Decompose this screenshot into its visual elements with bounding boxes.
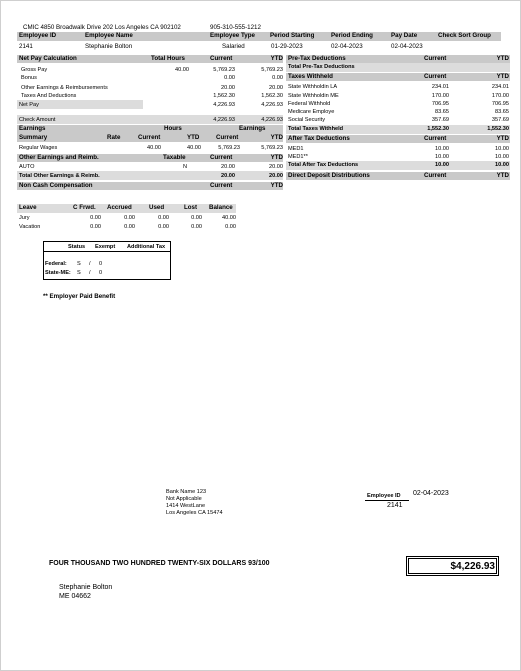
check-amount-current: 4,226.93	[213, 117, 235, 123]
payee-address: ME 04662	[59, 593, 91, 600]
after-tax-total-current: 10.00	[435, 162, 449, 168]
leave-row-cfrwd: 0.00	[90, 224, 101, 230]
taxes-total-label: Total Taxes Withheld	[288, 126, 344, 132]
pretax-col-current: Current	[424, 55, 447, 62]
leave-row-cfrwd: 0.00	[90, 215, 101, 221]
net-pay-row-current: 20.00	[221, 85, 235, 91]
col-period-start: Period Starting	[270, 32, 315, 39]
leave-col-leave: Leave	[19, 204, 37, 211]
status-col-exempt: Exempt	[95, 244, 116, 250]
earnings-col-current2: Current	[216, 134, 239, 141]
earnings-col-current: Current	[138, 134, 161, 141]
earnings-col-rate: Rate	[107, 134, 121, 141]
status-state-sep: /	[89, 270, 91, 276]
bank-line: 1414 WestLane	[166, 503, 206, 509]
check-amount-ytd: 4,226.93	[261, 117, 283, 123]
earnings-row-hours-current: 40.00	[147, 145, 161, 151]
tax-row-label: Federal Withhold	[288, 101, 331, 107]
check-employee-id-underline	[365, 500, 409, 501]
other-earnings-total-ytd: 20.00	[269, 173, 283, 179]
direct-deposit-title: Direct Deposit Distributions	[288, 172, 370, 179]
taxes-title: Taxes Withheld	[288, 73, 333, 80]
net-pay-row-ytd: 1,562.30	[261, 93, 283, 99]
col-pay-date: Pay Date	[391, 32, 418, 39]
net-pay-row-current: 1,562.30	[213, 93, 235, 99]
employee-type: Salaried	[222, 43, 245, 50]
net-pay-row-ytd: 20.00	[269, 85, 283, 91]
earnings-row-hours-ytd: 40.00	[187, 145, 201, 151]
after-tax-row-current: 10.00	[435, 146, 449, 152]
other-earnings-col-taxable: Taxable	[163, 154, 186, 161]
leave-row-used: 0.00	[158, 215, 169, 221]
other-earnings-col-ytd: YTD	[270, 154, 283, 161]
status-col-status: Status	[68, 244, 86, 250]
earnings-row-label: Regular Wages	[19, 145, 58, 151]
tax-row-current: 706.95	[431, 101, 449, 107]
earnings-col-ytd: YTD	[187, 134, 200, 141]
tax-row-ytd: 357.69	[491, 117, 509, 123]
non-cash-title: Non Cash Compensation	[19, 182, 93, 189]
earnings-row-current: 5,769.23	[218, 145, 240, 151]
net-pay-row-label: Gross Pay	[21, 67, 48, 73]
tax-row-label: State Withholdin LA	[288, 84, 338, 90]
tax-row-ytd: 83.65	[495, 109, 509, 115]
status-state-status: S	[77, 270, 81, 276]
net-pay-row-current: 0.00	[224, 75, 235, 81]
taxes-col-ytd: YTD	[496, 73, 509, 80]
leave-col-balance: Balance	[209, 204, 233, 211]
leave-row-lost: 0.00	[191, 215, 202, 221]
net-pay-row-current: 4,226.93	[213, 102, 235, 108]
check-employee-id: 2141	[387, 502, 403, 509]
tax-row-current: 357.69	[431, 117, 449, 123]
status-state-label: State-ME:	[45, 270, 71, 276]
after-tax-total-label: Total After Tax Deductions	[288, 162, 359, 168]
net-pay-row-label: Net Pay	[19, 102, 39, 108]
check-amount-label: Check Amount	[19, 117, 56, 123]
other-earnings-col-current: Current	[210, 154, 233, 161]
taxes-col-current: Current	[424, 73, 447, 80]
check-date: 02-04-2023	[413, 490, 449, 497]
after-tax-col-ytd: YTD	[496, 135, 509, 142]
status-federal-exempt: 0	[99, 261, 103, 267]
net-pay-title: Net Pay Calculation	[19, 55, 77, 62]
pretax-title: Pre-Tax Deductions	[288, 55, 346, 62]
tax-row-current: 83.65	[435, 109, 449, 115]
tax-row-current: 234.01	[431, 84, 449, 90]
net-pay-col-current: Current	[210, 55, 233, 62]
col-employee-id: Employee ID	[19, 32, 57, 39]
status-col-additional: Additional Tax	[127, 244, 166, 250]
after-tax-title: After Tax Deductions	[288, 135, 350, 142]
col-employee-type: Employee Type	[210, 32, 255, 39]
tax-row-ytd: 170.00	[491, 93, 509, 99]
pretax-col-ytd: YTD	[496, 55, 509, 62]
other-earnings-total-current: 20.00	[221, 173, 235, 179]
pay-date: 02-04-2023	[391, 43, 423, 50]
status-federal-sep: /	[89, 261, 91, 267]
taxes-total-current: 1,552.30	[427, 126, 449, 132]
period-start: 01-29-2023	[271, 43, 303, 50]
leave-row-label: Jury	[19, 215, 30, 221]
net-pay-col-hours: Total Hours	[151, 55, 185, 62]
leave-col-used: Used	[149, 204, 165, 211]
other-earnings-row-current: 20.00	[221, 164, 235, 170]
net-pay-row-label: Bonus	[21, 75, 37, 81]
col-employee-name: Employee Name	[85, 32, 133, 39]
taxes-total-ytd: 1,552.30	[487, 126, 509, 132]
leave-col-cfrwd: C Frwd.	[73, 204, 96, 211]
tax-row-ytd: 234.01	[491, 84, 509, 90]
employer-paid-footnote: ** Employer Paid Benefit	[43, 293, 116, 300]
leave-col-lost: Lost	[184, 204, 198, 211]
payee-name: Stephanie Bolton	[59, 584, 113, 591]
leave-row-accrued: 0.00	[124, 215, 135, 221]
tax-row-label: Medicare Employe	[288, 109, 335, 115]
leave-row-balance: 40.00	[222, 215, 236, 221]
non-cash-col-current: Current	[210, 182, 233, 189]
net-pay-row-ytd: 0.00	[272, 75, 283, 81]
leave-row-label: Vacation	[19, 224, 41, 230]
earnings-row-ytd: 5,769.23	[261, 145, 283, 151]
after-tax-row-ytd: 10.00	[495, 146, 509, 152]
direct-deposit-col-current: Current	[424, 172, 447, 179]
non-cash-col-ytd: YTD	[270, 182, 283, 189]
tax-row-label: Social Security	[288, 117, 325, 123]
leave-row-used: 0.00	[158, 224, 169, 230]
employee-name: Stephanie Bolton	[85, 43, 133, 50]
after-tax-row-ytd: 10.00	[495, 154, 509, 160]
col-check-sort: Check Sort Group	[438, 32, 491, 39]
net-pay-row-ytd: 4,226.93	[261, 102, 283, 108]
company-phone: 905-310-555-1212	[210, 24, 261, 31]
leave-col-accrued: Accrued	[107, 204, 132, 211]
net-pay-row-current: 5,769.23	[213, 67, 235, 73]
earnings-title: Earnings	[19, 125, 46, 132]
bank-line: Los Angeles CA 15474	[166, 510, 223, 516]
after-tax-row-current: 10.00	[435, 154, 449, 160]
status-federal-status: S	[77, 261, 81, 267]
bank-line: Bank Name 123	[166, 489, 207, 495]
tax-row-current: 170.00	[431, 93, 449, 99]
net-pay-row-ytd: 5,769.23	[261, 67, 283, 73]
pretax-total-label: Total Pre-Tax Deductions	[288, 64, 355, 70]
direct-deposit-col-ytd: YTD	[496, 172, 509, 179]
earnings-col-ytd2: YTD	[270, 134, 283, 141]
after-tax-total-ytd: 10.00	[495, 162, 509, 168]
status-box-divider	[43, 251, 171, 252]
bank-line: Not Applicable	[166, 496, 202, 502]
leave-row-lost: 0.00	[191, 224, 202, 230]
check-employee-id-label: Employee ID	[367, 493, 401, 499]
leave-row-accrued: 0.00	[124, 224, 135, 230]
period-end: 02-04-2023	[331, 43, 363, 50]
tax-row-ytd: 706.95	[491, 101, 509, 107]
net-pay-col-ytd: YTD	[270, 55, 283, 62]
other-earnings-row-label: AUTO	[19, 164, 35, 170]
col-period-end: Period Ending	[331, 32, 373, 39]
earnings-subtitle: Summary	[19, 134, 48, 141]
after-tax-row-label: MED1	[288, 146, 304, 152]
earnings-col-hours: Hours	[164, 125, 182, 132]
other-earnings-row-taxable: N	[183, 164, 188, 170]
other-earnings-total-label: Total Other Earnings & Reimb.	[19, 173, 100, 179]
status-state-exempt: 0	[99, 270, 103, 276]
check-amount-shade	[17, 115, 283, 124]
earnings-col-earnings: Earnings	[239, 125, 266, 132]
after-tax-row-label: MED1**	[288, 154, 308, 160]
check-amount: $4,226.93	[450, 561, 495, 572]
other-earnings-row-ytd: 20.00	[269, 164, 283, 170]
net-pay-row-label: Taxes And Deductions	[21, 93, 77, 99]
company-address: CMIC 4850 Broadwalk Drive 202 Los Angeles CA 902102	[23, 24, 181, 31]
net-pay-row-hours: 40.00	[175, 67, 189, 73]
status-federal-label: Federal:	[45, 261, 67, 267]
employee-id: 2141	[19, 43, 33, 50]
other-earnings-title: Other Earnings and Reimb.	[19, 154, 99, 161]
net-pay-row-label: Other Earnings & Reimbursements	[21, 85, 108, 91]
check-amount-words: FOUR THOUSAND TWO HUNDRED TWENTY-SIX DOLLARS 93/100	[49, 560, 270, 567]
after-tax-col-current: Current	[424, 135, 447, 142]
leave-row-balance: 0.00	[225, 224, 236, 230]
tax-row-label: State Withholdin ME	[288, 93, 339, 99]
